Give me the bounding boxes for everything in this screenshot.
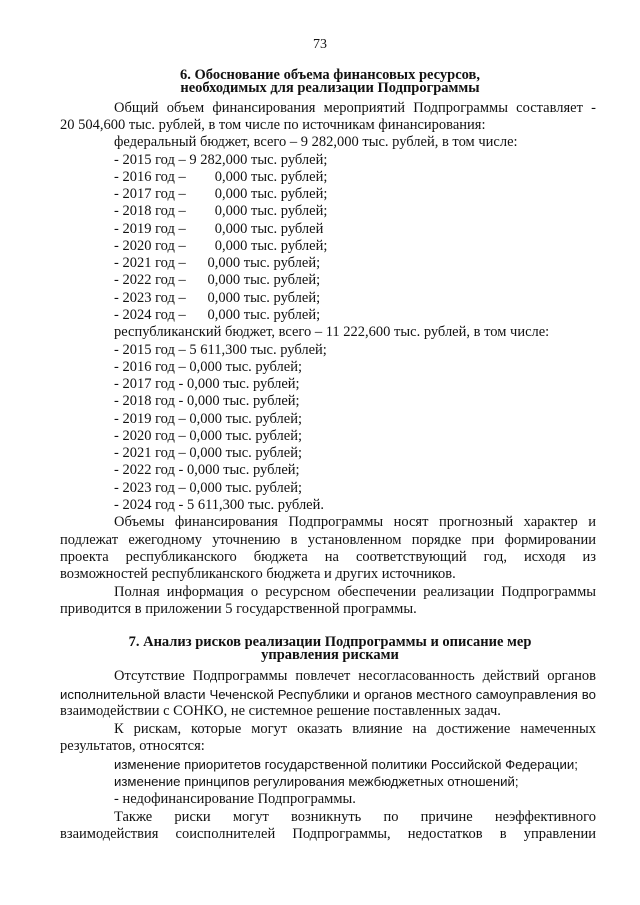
section-6-title-line-1: 6. Обоснование объема финансовых ресурсов,: [179, 67, 480, 83]
full-info-line-1: Полная информация о ресурсном обеспечении реализации Подпрограммы: [114, 584, 596, 600]
federal-item-2024: - 2024 год – 0,000 тыс. рублей;: [114, 307, 321, 323]
republic-item-2018: - 2018 год - 0,000 тыс. рублей;: [114, 393, 300, 409]
federal-budget-header: федеральный бюджет, всего – 9 282,000 тыс. рублей, в том числе:: [114, 134, 518, 150]
risk-item-3: - недофинансирование Подпрограммы.: [114, 791, 356, 807]
section-6-title-line-2: необходимых для реализации Подпрограммы: [180, 80, 480, 96]
republic-item-2016: - 2016 год – 0,000 тыс. рублей;: [114, 359, 302, 375]
republic-item-2017: - 2017 год - 0,000 тыс. рублей;: [114, 376, 300, 392]
federal-item-2018: - 2018 год – 0,000 тыс. рублей;: [114, 203, 328, 219]
republic-item-2020: - 2020 год – 0,000 тыс. рублей;: [114, 428, 302, 444]
absence-line-2: исполнительной власти Чеченской Республики и органов местного самоуправления во: [60, 687, 596, 702]
intro-line-2: 20 504,600 тыс. рублей, в том числе по источникам финансирования:: [60, 117, 486, 133]
forecast-line-2: подлежат ежегодному уточнению в установленном порядке при формировании: [60, 532, 596, 548]
forecast-line-4: возможностей республиканского бюджета и других источников.: [60, 566, 456, 582]
republic-item-2022: - 2022 год - 0,000 тыс. рублей;: [114, 462, 300, 478]
federal-item-2017: - 2017 год – 0,000 тыс. рублей;: [114, 186, 328, 202]
full-info-line-2: приводится в приложении 5 государственной программы.: [60, 601, 417, 617]
page-number: 73: [313, 37, 327, 52]
republic-item-2024: - 2024 год - 5 611,300 тыс. рублей.: [114, 497, 324, 513]
risk-item-2: изменение принципов регулирования межбюджетных отношений;: [114, 774, 519, 789]
section-7-title-line-2: управления рисками: [261, 647, 399, 663]
absence-line-3: взаимодействии с СОНКО, не системное решение поставленных задач.: [60, 703, 501, 719]
republic-item-2021: - 2021 год – 0,000 тыс. рублей;: [114, 445, 302, 461]
federal-item-2022: - 2022 год – 0,000 тыс. рублей;: [114, 272, 321, 288]
forecast-line-1: Объемы финансирования Подпрограммы носят прогнозный характер и: [114, 514, 596, 530]
intro-line-1: Общий объем финансирования мероприятий Подпрограммы составляет -: [114, 100, 596, 116]
risk-item-1: изменение приоритетов государственной политики Российской Федерации;: [114, 757, 578, 772]
risks-line-2: результатов, относятся:: [60, 738, 205, 754]
federal-item-2020: - 2020 год – 0,000 тыс. рублей;: [114, 238, 328, 254]
republic-budget-header: республиканский бюджет, всего – 11 222,600 тыс. рублей, в том числе:: [114, 324, 550, 340]
federal-item-2016: - 2016 год – 0,000 тыс. рублей;: [114, 169, 328, 185]
risks-line-1: К рискам, которые могут оказать влияние на достижение намеченных: [114, 721, 596, 737]
federal-item-2015: - 2015 год – 9 282,000 тыс. рублей;: [114, 152, 328, 168]
federal-item-2019: - 2019 год – 0,000 тыс. рублей: [114, 221, 324, 237]
also-line-1: Также риски могут возникнуть по причине неэффективного: [114, 809, 596, 825]
federal-item-2023: - 2023 год – 0,000 тыс. рублей;: [114, 290, 321, 306]
forecast-line-3: проекта республиканского бюджета на соответствующий год, исходя из: [60, 549, 596, 565]
section-7-title-line-1: 7. Анализ рисков реализации Подпрограммы и описание мер: [128, 634, 532, 650]
republic-item-2019: - 2019 год – 0,000 тыс. рублей;: [114, 411, 302, 427]
republic-item-2023: - 2023 год – 0,000 тыс. рублей;: [114, 480, 302, 496]
absence-line-1: Отсутствие Подпрограммы повлечет несогласованность действий органов: [114, 668, 596, 684]
republic-item-2015: - 2015 год – 5 611,300 тыс. рублей;: [114, 342, 327, 358]
also-line-2: взаимодействия соисполнителей Подпрограммы, недостатков в управлении: [60, 826, 596, 842]
federal-item-2021: - 2021 год – 0,000 тыс. рублей;: [114, 255, 321, 271]
